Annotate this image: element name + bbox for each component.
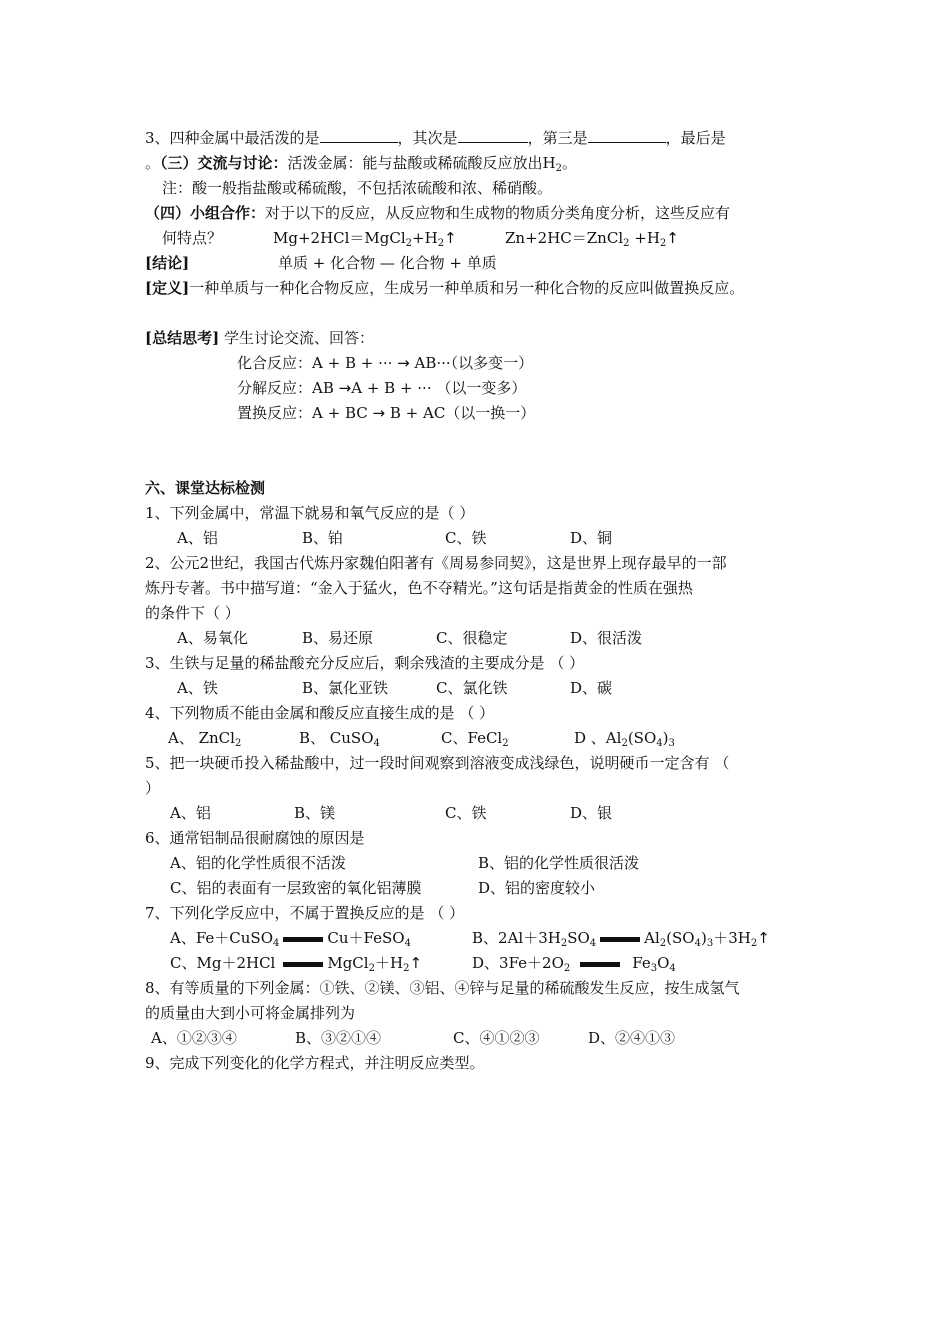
decomposition-reaction: 分解反应：AB →A + B + ··· （以一变多） xyxy=(237,379,527,397)
question-7: 7、下列化学反应中，不属于置换反应的是 （ ） xyxy=(145,904,465,922)
question-2-line-3: 的条件下（ ） xyxy=(145,604,240,622)
option-b[interactable]: B、易还原 xyxy=(302,629,374,647)
quiz-heading: 六、课堂达标检测 xyxy=(145,479,266,497)
question-6: 6、通常铝制品很耐腐蚀的原因是 xyxy=(145,829,365,847)
option-c[interactable]: C、Mg＋2HCl $MgCl_2+H_2↑$ xyxy=(170,954,423,974)
option-d[interactable]: D、碳 xyxy=(570,679,613,697)
question-8-line-2: 的质量由大到小可将金属排列为 xyxy=(145,1004,356,1022)
option-c[interactable]: C、很稳定 xyxy=(436,629,508,647)
option-a[interactable]: A、铝的化学性质很不活泼 xyxy=(170,854,346,872)
up-arrow-icon: ↑ xyxy=(409,954,423,972)
option-c[interactable]: C、FeCl$_2$ xyxy=(441,729,509,749)
blank-2[interactable] xyxy=(458,128,528,143)
option-d[interactable]: D、很活泼 xyxy=(570,629,643,647)
question-2-line-2: 炼丹专著。书中描写道：“金入于猛火，色不夺精光。”这句话是指黄金的性质在强热 xyxy=(145,579,693,597)
definition-line: [定义]一种单质与一种化合物反应，生成另一种单质和另一种化合物的反应叫做置换反应。 xyxy=(145,279,745,297)
combination-reaction: 化合反应：A + B + ··· → AB···（以多变一） xyxy=(237,354,534,372)
option-d[interactable]: D、银 xyxy=(570,804,613,822)
option-d[interactable]: D 、$Al_2(SO_4)_3$ xyxy=(574,729,675,749)
group-heading: （四）小组合作： xyxy=(145,204,266,222)
question-1: 1、下列金属中，常温下就易和氧气反应的是（ ） xyxy=(145,504,475,522)
option-c[interactable]: C、铁 xyxy=(445,529,487,547)
discussion-heading: （三）交流与讨论： xyxy=(160,154,288,172)
option-d[interactable]: D、铜 xyxy=(570,529,613,547)
question-9: 9、完成下列变化的化学方程式，并注明反应类型。 xyxy=(145,1054,485,1072)
question-4: 4、下列物质不能由金属和酸反应直接生成的是 （ ） xyxy=(145,704,495,722)
equals-bar-icon xyxy=(580,962,620,967)
replacement-reaction: 置换反应：A + BC → B + AC（以一换一） xyxy=(237,404,536,422)
right-arrow-icon: → xyxy=(338,379,352,397)
option-c[interactable]: C、氯化铁 xyxy=(436,679,508,697)
option-b[interactable]: B、氯化亚铁 xyxy=(302,679,389,697)
option-a[interactable]: A、 ZnCl$_2$ xyxy=(168,729,242,749)
option-b[interactable]: B、铝的化学性质很活泼 xyxy=(478,854,640,872)
conclusion-label: [结论] xyxy=(145,254,190,272)
option-a[interactable]: A、铝 xyxy=(170,804,211,822)
reaction-mg: $Mg+2HCl=MgCl_2+H_2↑$ xyxy=(273,229,457,249)
blank-3[interactable] xyxy=(588,128,666,143)
option-b[interactable]: B、铂 xyxy=(302,529,344,547)
option-c[interactable]: C、④①②③ xyxy=(453,1029,540,1047)
up-arrow-icon: ↑ xyxy=(666,229,679,247)
note-line: 注：酸一般指盐酸或稀硫酸，不包括浓硫酸和浓、稀硝酸。 xyxy=(162,179,553,197)
option-a[interactable]: A、Fe＋CuSO$_4$ Cu＋FeSO$_4$ xyxy=(170,929,411,949)
option-a[interactable]: A、铁 xyxy=(177,679,218,697)
question-5-line-1: 5、把一块硬币投入稀盐酸中，过一段时间观察到溶液变成浅绿色，说明硬币一定含有 （ xyxy=(145,754,730,772)
discussion-line: 。（三）交流与讨论：活泼金属：能与盐酸或稀硫酸反应放出$H_2$。 xyxy=(145,154,578,174)
option-b[interactable]: B、$2Al+3H_2SO_4$ $Al_2(SO_4)_3+3H_2↑$ xyxy=(472,929,770,949)
blank-1[interactable] xyxy=(320,128,398,143)
equals-bar-icon xyxy=(283,962,323,967)
question-8-line-1: 8、有等质量的下列金属：①铁、②镁、③铝、④锌与足量的稀硫酸发生反应，按生成氢气 xyxy=(145,979,740,997)
option-b[interactable]: B、 CuSO$_4$ xyxy=(299,729,380,749)
definition-label: [定义] xyxy=(145,279,190,297)
option-a[interactable]: A、铝 xyxy=(177,529,218,547)
equals-bar-icon xyxy=(600,937,640,942)
question-5-line-2: ） xyxy=(145,779,161,797)
reaction-zn: Zn+2HC＝ZnCl$_2$ $+H_2↑$ xyxy=(505,229,679,249)
option-c[interactable]: C、铁 xyxy=(445,804,487,822)
equals-bar-icon xyxy=(283,937,323,942)
question-2-line-1: 2、公元2世纪，我国古代炼丹家魏伯阳著有《周易参同契》，这是世界上现存最早的一部 xyxy=(145,554,727,572)
option-a[interactable]: A、①②③④ xyxy=(151,1029,237,1047)
conclusion-line: [结论] 单质 + 化合物 — 化合物 + 单质 xyxy=(145,254,497,272)
option-d[interactable]: D、②④①③ xyxy=(588,1029,676,1047)
option-d[interactable]: D、$3Fe+2O_2$ $Fe_3O_4$ xyxy=(472,954,676,974)
up-arrow-icon: ↑ xyxy=(444,229,457,247)
question-3: 3、生铁与足量的稀盐酸充分反应后，剩余残渣的主要成分是 （ ） xyxy=(145,654,585,672)
reaction-line: 何特点？ $Mg+2HCl=MgCl_2+H_2↑$ Zn+2HC＝ZnCl$_2$ $+H_2↑$ xyxy=(162,229,679,249)
summary-label: [总结思考] xyxy=(145,329,220,347)
option-c[interactable]: C、铝的表面有一层致密的氧化铝薄膜 xyxy=(170,879,422,897)
right-arrow-icon: → xyxy=(397,354,410,372)
option-b[interactable]: B、③②①④ xyxy=(295,1029,382,1047)
summary-line: [总结思考] 学生讨论交流、回答： xyxy=(145,329,374,347)
option-a[interactable]: A、易氧化 xyxy=(177,629,248,647)
group-line: （四）小组合作：对于以下的反应，从反应物和生成物的物质分类角度分析，这些反应有 xyxy=(145,204,731,222)
right-arrow-icon: → xyxy=(372,404,386,422)
option-b[interactable]: B、镁 xyxy=(294,804,336,822)
up-arrow-icon: ↑ xyxy=(757,929,770,947)
option-d[interactable]: D、铝的密度较小 xyxy=(478,879,596,897)
q3-line: 3、四种金属中最活泼的是 ，其次是 ，第三是 ，最后是 xyxy=(145,129,726,147)
